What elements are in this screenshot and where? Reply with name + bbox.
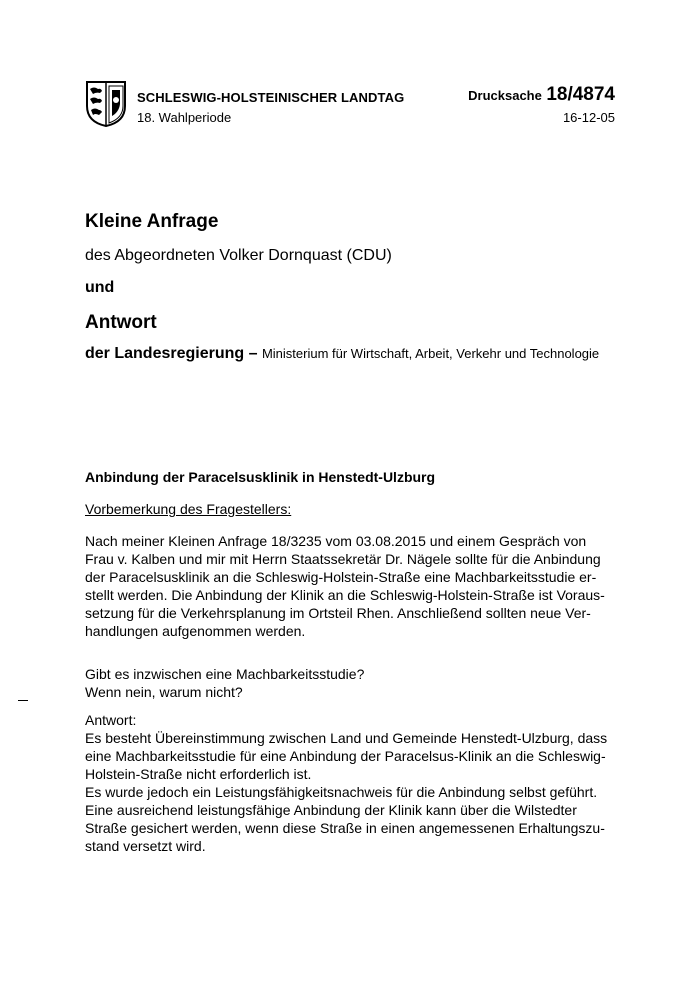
preliminary-remark-label: Vorbemerkung des Fragestellers: <box>85 501 292 517</box>
text-line: Nach meiner Kleinen Anfrage 18/3235 vom 03.08.2015 und einem Gespräch von <box>85 533 587 549</box>
title-questioner: des Abgeordneten Volker Dornquast (CDU) <box>85 247 392 264</box>
title-government <box>85 345 599 363</box>
text-line: Wenn nein, warum nicht? <box>85 684 243 700</box>
answer-text <box>85 711 625 855</box>
subject-heading: Anbindung der Paracelsusklinik in Henstedt-Ulzburg <box>85 469 436 485</box>
title-landesregierung: der Landesregierung – <box>85 345 258 362</box>
text-line: der Paracelsusklinik an die Schleswig-Holstein-Straße eine Machbarkeitsstudie er- <box>85 569 597 585</box>
title-kleine-anfrage: Kleine Anfrage <box>85 211 219 232</box>
preliminary-remark-text <box>85 532 625 640</box>
text-line: Gibt es inzwischen eine Machbarkeitsstudie? <box>85 666 365 682</box>
text-line: Holstein-Straße nicht erforderlich ist. <box>85 766 312 782</box>
margin-mark <box>18 700 28 701</box>
document-date: 16-12-05 <box>562 110 615 125</box>
text-line: stellt werden. Die Anbindung der Klinik an die Schleswig-Holstein-Straße ist Voraus- <box>85 587 605 603</box>
text-line: setzung für die Verkehrsplanung im Ortsteil Rhen. Anschließend sollten neue Ver- <box>85 605 591 621</box>
coat-of-arms-icon <box>85 80 127 128</box>
text-line: Frau v. Kalben und mir mit Herrn Staatssekretär Dr. Nägele sollte für die Anbindung <box>85 551 601 567</box>
title-ministry: Ministerium für Wirtschaft, Arbeit, Verkehr und Technologie <box>261 346 600 361</box>
document-number <box>468 84 615 106</box>
parliament-name: SCHLESWIG-HOLSTEINISCHER LANDTAG <box>137 90 405 105</box>
answer-label: Antwort: <box>85 712 137 728</box>
document-number-value: 18/4874 <box>546 84 615 105</box>
text-line: Es wurde jedoch ein Leistungsfähigkeitsnachweis für die Anbindung selbst geführt. <box>85 784 598 800</box>
text-line: eine Machbarkeitsstudie für eine Anbindung der Paracelsus-Klinik an die Schleswig- <box>85 748 606 764</box>
text-line: Straße gesichert werden, wenn diese Straße in einen angemessenen Erhaltungszu- <box>85 820 605 836</box>
title-antwort: Antwort <box>85 312 157 333</box>
text-line: Eine ausreichend leistungsfähige Anbindung der Klinik kann über die Wilstedter <box>85 802 577 818</box>
text-line: stand versetzt wird. <box>85 838 206 854</box>
legislative-period: 18. Wahlperiode <box>137 110 232 125</box>
title-und: und <box>85 279 115 296</box>
text-line: Es besteht Übereinstimmung zwischen Land und Gemeinde Henstedt-Ulzburg, dass <box>85 730 608 746</box>
document-label: Drucksache <box>468 88 542 103</box>
question-text <box>85 665 625 701</box>
text-line: handlungen aufgenommen werden. <box>85 623 306 639</box>
